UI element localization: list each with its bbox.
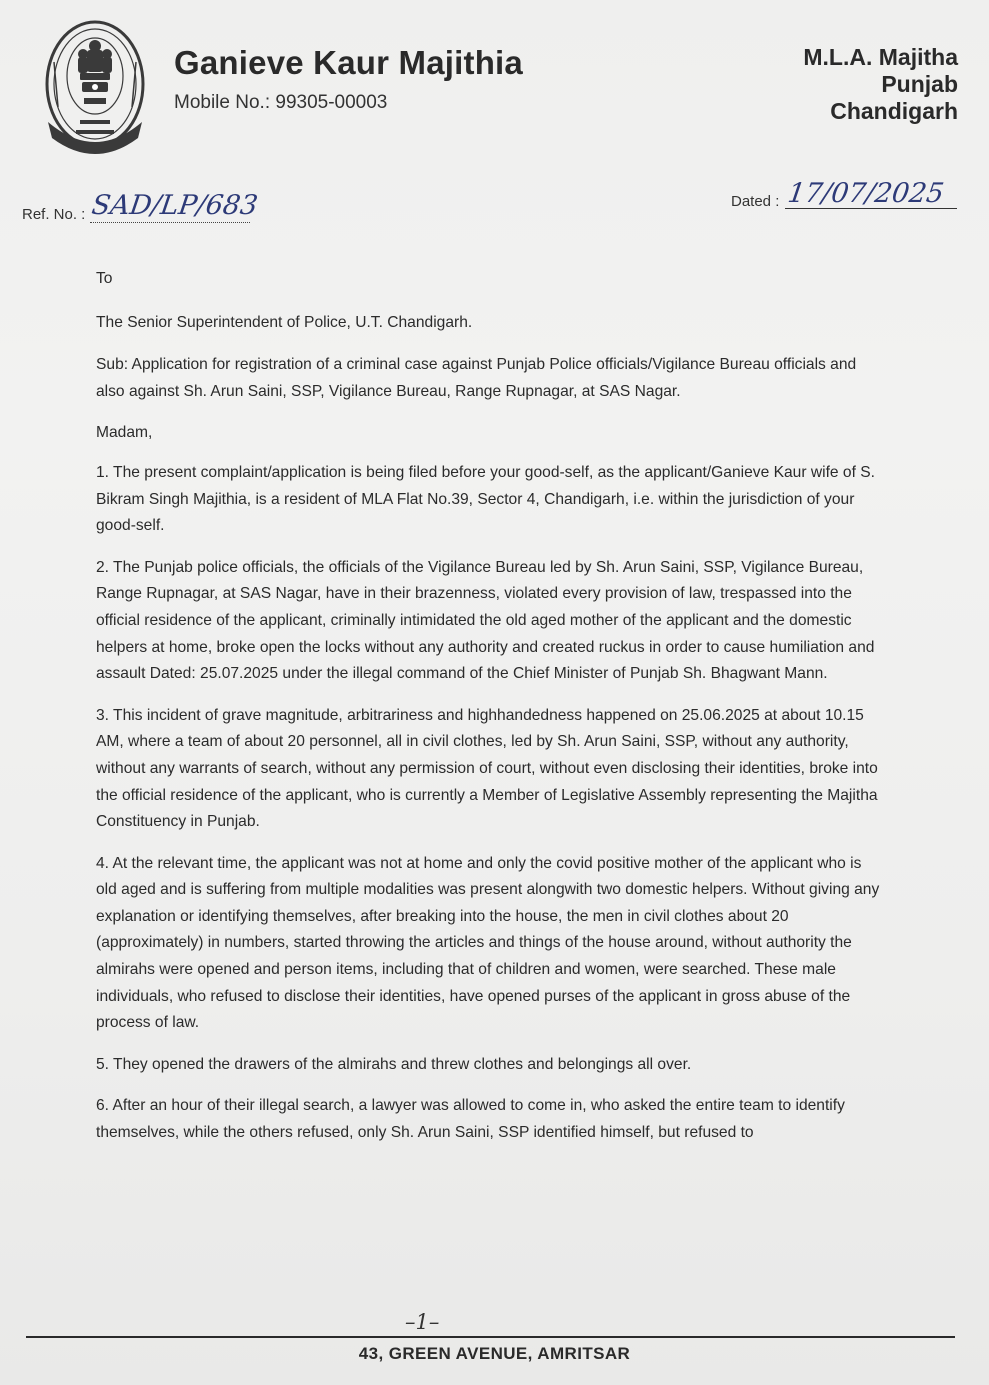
recipient-to: To <box>96 270 113 287</box>
state-emblem-seal-icon <box>40 12 150 162</box>
sender-mobile: Mobile No.: 99305-00003 <box>174 92 388 113</box>
paragraph-1: 1. The present complaint/application is being filed before your good-self, as the applicant/Ganieve Kaur wife of S. Bikram Singh Majithia, is a resident of MLA Flat No.39, Sector 4, Chandigarh, i.e. within the jurisdiction of your good-self. <box>96 463 875 535</box>
paragraph-3: 3. This incident of grave magnitude, arbitrariness and highhandedness happened on 25.06.2025 at about 10.15 AM, where a team of about 20 personnel, all in civil clothes, led by Sh. Arun Saini, SSP, without any authority, without any warrants of search, without any permission of court, without even disclosing their identities, broke into the official residence of the applicant, who is currently a Member of Legislative Assembly representing the Majitha Constituency in Punjab. <box>96 706 878 831</box>
office-line-title: M.L.A. Majitha <box>803 44 958 70</box>
letter-body <box>96 266 886 1147</box>
sender-name: Ganieve Kaur Majithia <box>174 44 523 81</box>
footer-address: 43, GREEN AVENUE, AMRITSAR <box>358 1344 631 1363</box>
date-value: 17/07/2025 <box>785 178 946 209</box>
footer-divider <box>26 1336 955 1338</box>
subject-line: Sub: Application for registration of a criminal case against Punjab Police officials/Vigilance Bureau officials and also against Sh. Arun Saini, SSP, Vigilance Bureau, Range Rupnagar, at SAS Nagar. <box>96 356 857 400</box>
reference-underline <box>90 222 250 223</box>
office-line-city: Chandigarh <box>830 98 958 124</box>
office-line-state: Punjab <box>881 71 958 97</box>
salutation: Madam, <box>96 424 153 442</box>
date-label: Dated : <box>731 193 780 210</box>
recipient-address: The Senior Superintendent of Police, U.T. Chandigarh. <box>96 313 473 331</box>
reference-number: SAD/LP/683 <box>89 190 260 221</box>
paragraph-5: 5. They opened the drawers of the almirahs and threw clothes and belongings all over. <box>96 1055 692 1073</box>
page-number: –1– <box>405 1310 440 1334</box>
paragraph-6: 6. After an hour of their illegal search, a lawyer was allowed to come in, who asked the entire team to identify themselves, while the others refused, only Sh. Arun Saini, SSP identified himself, but refused to <box>96 1097 845 1142</box>
reference-label: Ref. No. : <box>22 206 86 223</box>
office-block <box>803 44 958 125</box>
date-underline <box>785 208 957 209</box>
paragraph-2: 2. The Punjab police officials, the officials of the Vigilance Bureau led by Sh. Arun Saini, SSP, Vigilance Bureau, Range Rupnagar, at SAS Nagar, have in their brazenness, violated every provision of law, trespassed into the official residence of the applicant, criminally intimidated the old aged mother of the applicant and the domestic helpers at home, broke open the locks without any authority and created ruckus in order to cause humiliation and assault Dated: 25.07.2025 under the illegal command of the Chief Minister of Punjab Sh. Bhagwant Mann. <box>96 558 875 683</box>
paragraph-4: 4. At the relevant time, the applicant was not at home and only the covid positive mother of the applicant who is old aged and is suffering from multiple modalities was present alongwith two domestic helpers. Without giving any explanation or identifying themselves, after breaking into the house, the men in civil clothes about 20 (approximately) in numbers, started throwing the articles and things of the house around, without authority the almirahs were opened and person items, including that of children and women, were searched. These male individuals, who refused to disclose their identities, have opened purses of the applicant in gross abuse of the process of law. <box>96 854 880 1032</box>
